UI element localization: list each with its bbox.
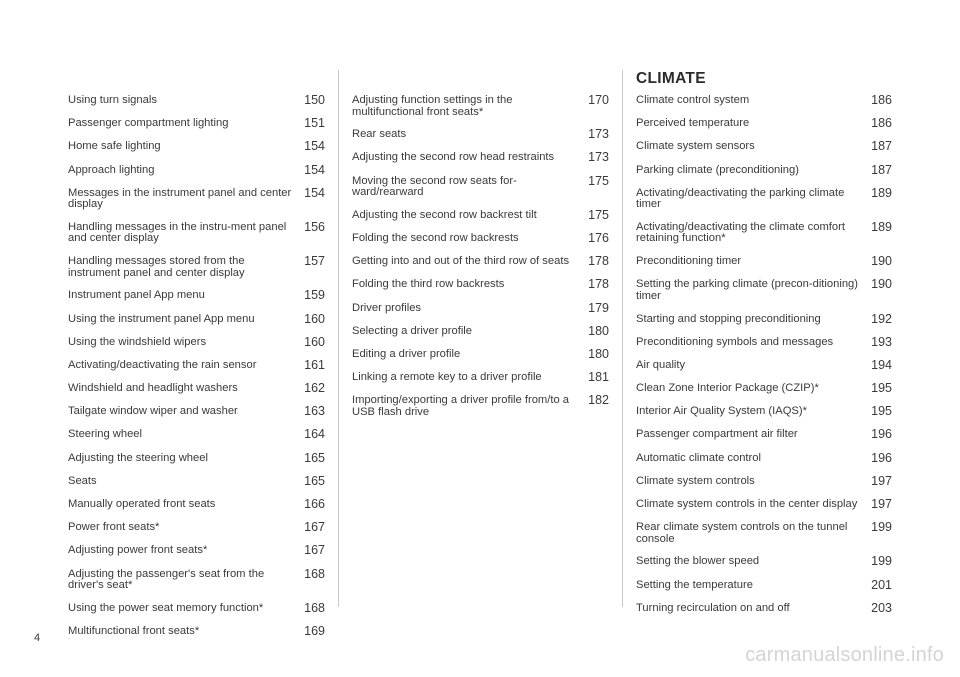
toc-entry-page: 162: [304, 381, 325, 396]
toc-entry-page: 199: [871, 520, 892, 535]
toc-entry[interactable]: [68, 116, 325, 130]
toc-entry-title: Climate system controls: [636, 474, 755, 487]
toc-entry-page: 189: [871, 185, 892, 200]
toc-entry[interactable]: [68, 404, 325, 418]
toc-entry-title: Interior Air Quality System (IAQS)*: [636, 405, 807, 418]
toc-entry[interactable]: [352, 231, 609, 245]
toc-entry[interactable]: [68, 312, 325, 326]
toc-entry-title: Passenger compartment air filter: [636, 428, 798, 441]
toc-entry[interactable]: [68, 335, 325, 349]
toc-entry-page: 150: [304, 93, 325, 107]
toc-entry-title: Instrument panel App menu: [68, 289, 205, 302]
toc-entry-title: Parking climate (preconditioning): [636, 163, 799, 176]
toc-entry-page: 163: [304, 404, 325, 419]
toc-entry[interactable]: [352, 393, 609, 418]
toc-entry[interactable]: [352, 93, 609, 118]
toc-entry-title: Seats: [68, 474, 97, 487]
toc-entry-page: 154: [304, 185, 325, 200]
toc-entry-page: 186: [871, 93, 892, 107]
toc-entry-page: 193: [871, 334, 892, 349]
watermark: carmanualsonline.info: [745, 644, 944, 666]
toc-entry-title: Using turn signals: [68, 94, 157, 106]
column-divider: [622, 70, 623, 607]
toc-entry-title: Messages in the instrument panel and center display: [68, 186, 292, 211]
toc-column-1: [68, 93, 325, 647]
toc-entry-title: Using the power seat memory function*: [68, 601, 264, 614]
toc-entry-title: Activating/deactivating the parking climate timer: [636, 186, 845, 211]
toc-entry-title: Using the instrument panel App menu: [68, 312, 255, 325]
toc-entry[interactable]: [68, 220, 325, 245]
toc-entry[interactable]: [68, 381, 325, 395]
toc-entry[interactable]: [636, 116, 892, 130]
toc-entry-title: Rear climate system controls on the tunnel console: [636, 521, 848, 545]
toc-entry-page: 154: [304, 162, 325, 177]
toc-column-2: [352, 93, 609, 427]
toc-entry[interactable]: [636, 358, 892, 372]
toc-entry[interactable]: [352, 347, 609, 361]
toc-entry[interactable]: [68, 254, 325, 279]
toc-entry-title: Handling messages stored from the instrument panel and center display: [68, 255, 245, 279]
toc-entry[interactable]: [68, 93, 325, 107]
toc-entry-page: 190: [871, 277, 892, 292]
toc-entry-page: 159: [304, 288, 325, 303]
toc-entry[interactable]: [636, 404, 892, 418]
toc-entry[interactable]: [636, 497, 892, 511]
toc-entry-title: Activating/deactivating the climate comfort retaining function*: [636, 220, 845, 245]
toc-entry-page: 164: [304, 427, 325, 442]
toc-entry-page: 156: [304, 219, 325, 234]
toc-entry-page: 197: [871, 473, 892, 488]
toc-entry-page: 195: [871, 404, 892, 419]
toc-entry-title: Adjusting the second row backrest tilt: [352, 208, 537, 221]
toc-entry-page: 165: [304, 473, 325, 488]
toc-entry[interactable]: [636, 312, 892, 326]
toc-entry[interactable]: [68, 358, 325, 372]
toc-entry-page: 181: [588, 370, 609, 385]
toc-entry-title: Starting and stopping preconditioning: [636, 312, 821, 325]
toc-entry-title: Getting into and out of the third row of seats: [352, 255, 570, 268]
toc-entry-page: 180: [588, 323, 609, 338]
toc-entry[interactable]: [352, 174, 609, 199]
toc-entry-page: 168: [304, 600, 325, 615]
toc-entry-title: Steering wheel: [68, 428, 143, 441]
toc-entry-page: 170: [588, 93, 609, 107]
toc-entry-title: Linking a remote key to a driver profile: [352, 371, 542, 384]
toc-entry[interactable]: [352, 301, 609, 315]
toc-entry[interactable]: [636, 163, 892, 177]
toc-entry[interactable]: [636, 335, 892, 349]
toc-column-3: [636, 93, 892, 624]
toc-entry-title: Activating/deactivating the rain sensor: [68, 358, 257, 371]
toc-entry-page: 182: [588, 393, 609, 408]
toc-entry-title: Rear seats: [352, 128, 407, 141]
toc-entry[interactable]: [68, 474, 325, 488]
toc-entry-page: 179: [588, 300, 609, 315]
toc-entry-page: 160: [304, 334, 325, 349]
toc-entry-page: 199: [871, 554, 892, 569]
toc-entry-title: Setting the blower speed: [636, 555, 760, 568]
toc-entry-title: Power front seats*: [68, 521, 160, 534]
toc-entry-title: Multifunctional front seats*: [68, 624, 200, 637]
toc-entry[interactable]: [636, 427, 892, 441]
toc-entry[interactable]: [636, 277, 892, 302]
toc-entry[interactable]: [68, 601, 325, 615]
toc-entry-page: 154: [304, 139, 325, 154]
toc-entry[interactable]: [352, 277, 609, 291]
page-number: 4: [34, 632, 41, 644]
toc-entry-page: 167: [304, 520, 325, 535]
toc-entry-page: 197: [871, 497, 892, 511]
toc-entry-page: 195: [871, 381, 892, 396]
toc-entry-page: 175: [588, 207, 609, 222]
toc-entry[interactable]: [636, 474, 892, 488]
toc-entry[interactable]: [68, 288, 325, 302]
toc-entry-title: Approach lighting: [68, 163, 155, 176]
toc-entry[interactable]: [68, 163, 325, 177]
toc-entry[interactable]: [636, 554, 892, 568]
toc-entry[interactable]: [636, 186, 892, 211]
toc-entry[interactable]: [68, 543, 325, 557]
toc-entry-title: Selecting a driver profile: [352, 324, 473, 337]
toc-entry[interactable]: [68, 186, 325, 211]
toc-entry[interactable]: [68, 451, 325, 465]
toc-entry-page: 173: [588, 150, 609, 165]
toc-entry-page: 167: [304, 543, 325, 558]
toc-entry-title: Folding the third row backrests: [352, 278, 505, 291]
toc-entry-title: Windshield and headlight washers: [68, 382, 238, 395]
toc-entry-title: Perceived temperature: [636, 117, 750, 130]
toc-entry[interactable]: [636, 220, 892, 245]
toc-entry[interactable]: [68, 520, 325, 534]
toc-entry-page: 160: [304, 311, 325, 326]
toc-entry-page: 173: [588, 127, 609, 142]
section-title: CLIMATE: [636, 70, 706, 87]
toc-entry[interactable]: [636, 520, 892, 545]
toc-entry-title: Folding the second row backrests: [352, 231, 519, 244]
toc-entry[interactable]: [352, 150, 609, 164]
toc-entry-page: 165: [304, 450, 325, 465]
toc-entry-page: 178: [588, 277, 609, 292]
toc-entry-title: Home safe lighting: [68, 140, 161, 153]
toc-entry[interactable]: [352, 370, 609, 384]
toc-entry[interactable]: [636, 451, 892, 465]
toc-entry-page: 196: [871, 427, 892, 442]
toc-entry-page: 151: [304, 116, 325, 131]
toc-entry-title: Using the windshield wipers: [68, 335, 207, 348]
toc-entry[interactable]: [352, 127, 609, 141]
toc-entry-page: 187: [871, 139, 892, 154]
toc-entry-page: 178: [588, 254, 609, 269]
toc-entry-title: Tailgate window wiper and washer: [68, 405, 238, 418]
toc-entry[interactable]: [636, 93, 892, 107]
toc-entry[interactable]: [68, 624, 325, 638]
toc-entry[interactable]: [352, 324, 609, 338]
toc-entry-title: Clean Zone Interior Package (CZIP)*: [636, 382, 819, 395]
toc-entry-page: 169: [304, 623, 325, 638]
toc-entry-page: 186: [871, 116, 892, 131]
toc-entry-title: Adjusting the second row head restraints: [352, 151, 555, 164]
toc-entry-title: Driver profiles: [352, 301, 422, 314]
toc-entry-page: 166: [304, 497, 325, 511]
toc-entry-page: 192: [871, 311, 892, 326]
toc-entry-title: Manually operated front seats: [68, 498, 216, 510]
toc-entry-page: 196: [871, 450, 892, 465]
toc-entry-page: 168: [304, 566, 325, 581]
toc-entry-page: 194: [871, 357, 892, 372]
toc-entry-title: Adjusting the passenger's seat from the driver's seat*: [68, 567, 265, 592]
toc-entry-title: Preconditioning symbols and messages: [636, 335, 834, 348]
toc-entry[interactable]: [68, 427, 325, 441]
toc-entry[interactable]: [68, 497, 325, 511]
toc-entry-title: Air quality: [636, 358, 686, 371]
toc-entry[interactable]: [636, 381, 892, 395]
toc-entry-page: 203: [871, 600, 892, 615]
toc-entry-page: 190: [871, 254, 892, 269]
toc-entry-title: Setting the parking climate (precon-ditioning) timer: [636, 278, 859, 302]
toc-entry[interactable]: [68, 567, 325, 592]
toc-entry-title: Automatic climate control: [636, 451, 761, 464]
toc-entry-title: Preconditioning timer: [636, 255, 742, 268]
toc-entry-page: 161: [304, 357, 325, 372]
toc-entry-title: Handling messages in the instru-ment panel and center display: [68, 220, 287, 245]
toc-entry-page: 176: [588, 230, 609, 245]
toc-entry[interactable]: [68, 139, 325, 153]
toc-entry-title: Turning recirculation on and off: [636, 601, 790, 614]
toc-entry[interactable]: [636, 139, 892, 153]
toc-entry-title: Importing/exporting a driver profile from/to a USB flash drive: [352, 394, 570, 418]
toc-entry-page: 189: [871, 219, 892, 234]
toc-entry-title: Adjusting function settings in the multifunctional front seats*: [352, 94, 513, 118]
toc-entry-page: 157: [304, 254, 325, 269]
column-divider: [338, 70, 339, 607]
toc-entry-title: Climate system sensors: [636, 140, 755, 153]
toc-entry-title: Moving the second row seats for-ward/rearward: [352, 174, 517, 199]
toc-entry-page: 201: [871, 577, 892, 592]
toc-entry[interactable]: [636, 254, 892, 268]
toc-entry-page: 180: [588, 346, 609, 361]
toc-entry[interactable]: [636, 578, 892, 592]
toc-entry-page: 175: [588, 173, 609, 188]
toc-entry-title: Climate system controls in the center display: [636, 498, 858, 510]
toc-entry-title: Passenger compartment lighting: [68, 117, 229, 130]
toc-entry-title: Climate control system: [636, 94, 750, 106]
toc-entry-title: Adjusting the steering wheel: [68, 451, 208, 464]
toc-entry[interactable]: [352, 254, 609, 268]
toc-entry-title: Setting the temperature: [636, 578, 753, 591]
toc-entry-title: Adjusting power front seats*: [68, 544, 208, 557]
toc-entry[interactable]: [352, 208, 609, 222]
toc-entry[interactable]: [636, 601, 892, 615]
toc-entry-page: 187: [871, 162, 892, 177]
toc-entry-title: Editing a driver profile: [352, 347, 461, 360]
